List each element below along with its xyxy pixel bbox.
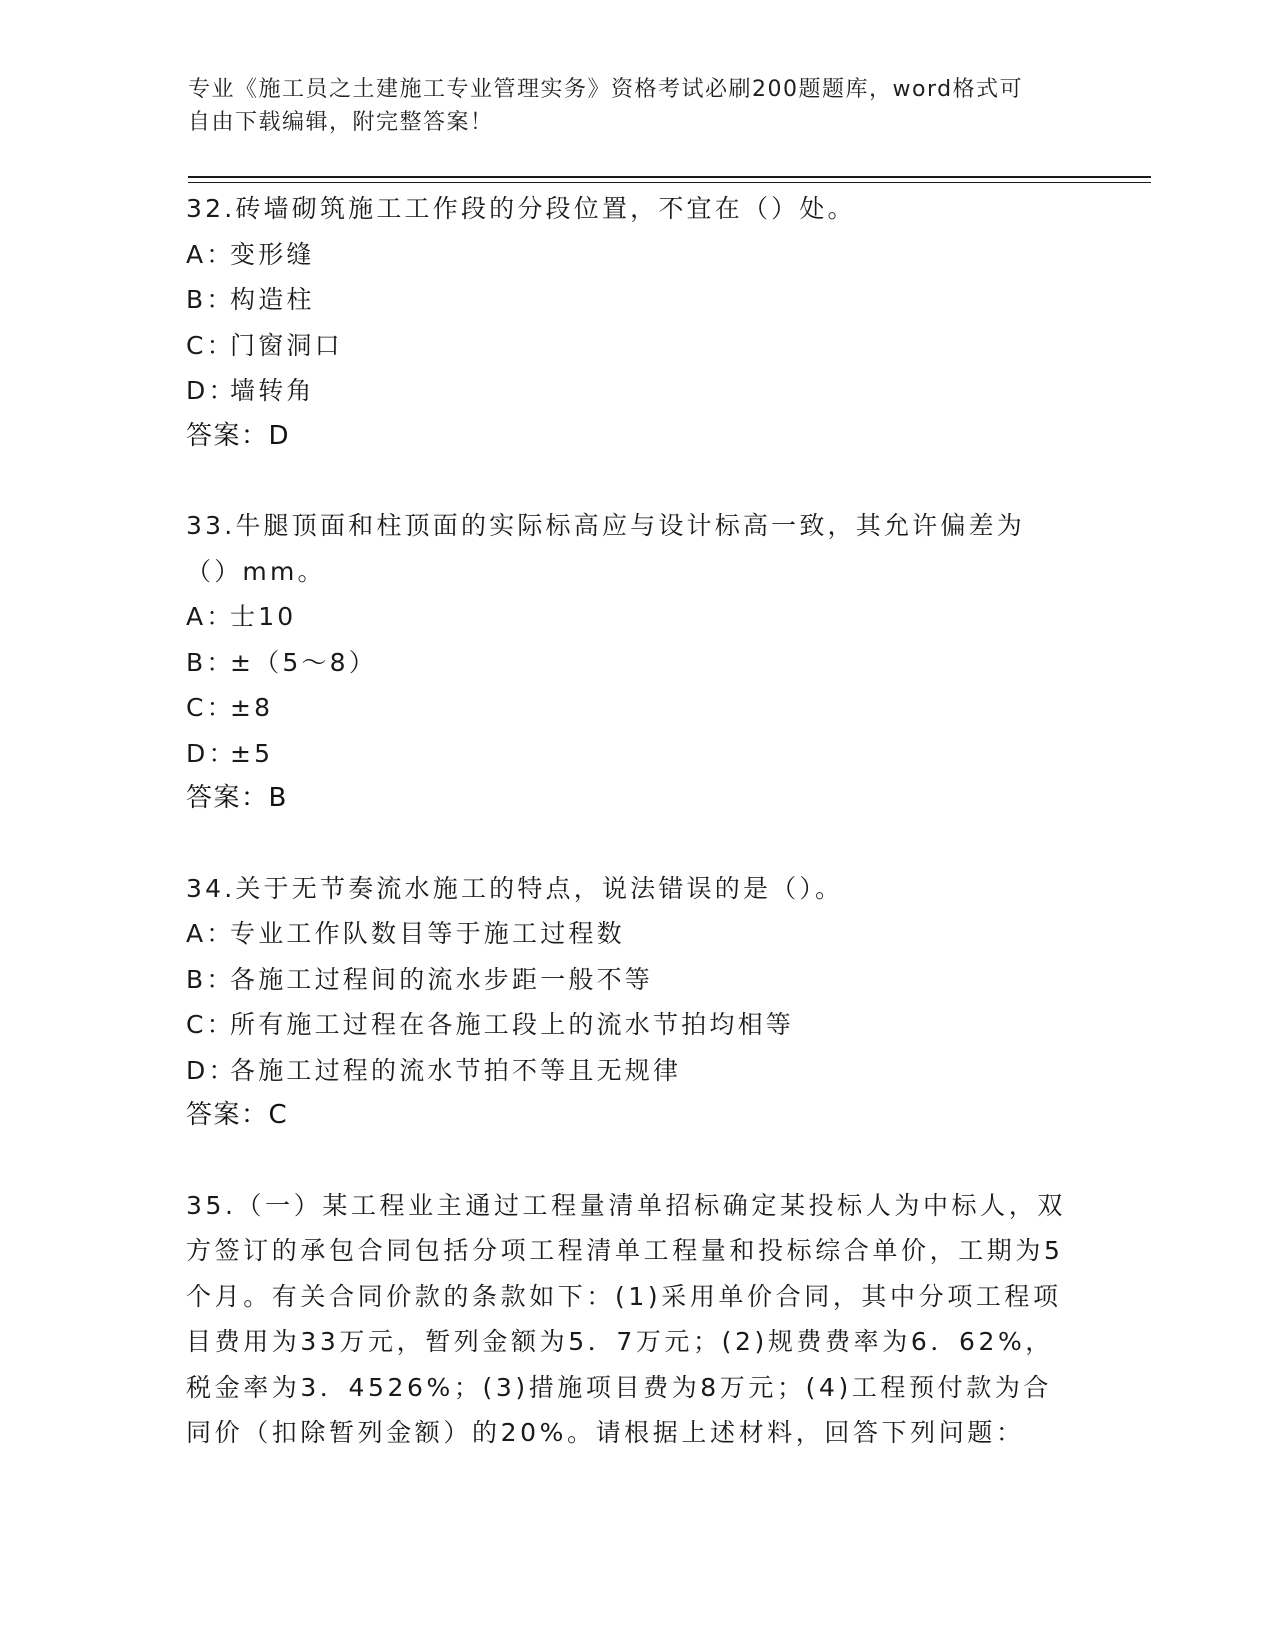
option-d bbox=[186, 368, 1086, 414]
option-label: C： bbox=[186, 330, 235, 360]
option-text: 变形缝 bbox=[230, 239, 315, 269]
option-c bbox=[186, 323, 1086, 369]
option-a bbox=[186, 911, 1086, 957]
option-text: 墙转角 bbox=[230, 376, 315, 405]
option-b bbox=[186, 640, 1086, 686]
header-rule-thick bbox=[188, 176, 1151, 178]
option-b bbox=[186, 277, 1086, 323]
answer-line: 答案：B bbox=[186, 783, 288, 813]
option-text: ±（5～8） bbox=[230, 647, 377, 677]
option-text: ±8 bbox=[230, 693, 274, 722]
option-b bbox=[186, 957, 1086, 1003]
question-35 bbox=[186, 1183, 1086, 1456]
option-label: A： bbox=[186, 919, 235, 948]
option-label: D： bbox=[186, 376, 237, 405]
answer-line: 答案：C bbox=[186, 1100, 289, 1130]
question-32 bbox=[186, 186, 1086, 459]
option-label: B： bbox=[186, 285, 235, 314]
option-c bbox=[186, 1002, 1086, 1048]
question-list bbox=[186, 186, 1086, 1479]
option-a bbox=[186, 594, 1086, 640]
option-text: 专业工作队数目等于施工过程数 bbox=[230, 919, 625, 948]
option-text: 各施工过程的流水节拍不等且无规律 bbox=[230, 1055, 682, 1085]
option-d bbox=[186, 731, 1086, 777]
question-35-stem: 35.（一）某工程业主通过工程量清单招标确定某投标人为中标人，双方签订的承包合同包括分项工程清单工程量和投标综合单价，工期为5个月。有关合同价款的条款如下：(1)采用单价合同，其中分项工程项目费用为33万元，暂列金额为5．7万元；(2)规费费率为6．62%，税金率为3．4526%；(3)措施项目费为8万元；(4)工程预付款为合同价（扣除暂列金额）的20%。请根据上述材料，回答下列问题： bbox=[186, 1190, 1066, 1447]
option-label: A： bbox=[186, 239, 235, 269]
option-text: 士10 bbox=[230, 602, 297, 631]
option-d bbox=[186, 1048, 1086, 1094]
option-text: 各施工过程间的流水步距一般不等 bbox=[230, 964, 654, 994]
document-header bbox=[188, 73, 1068, 139]
option-label: D： bbox=[186, 738, 237, 768]
header-line-1: 专业《施工员之土建施工专业管理实务》资格考试必刷200题题库，word格式可 bbox=[188, 77, 1024, 102]
answer-line: 答案：D bbox=[186, 420, 291, 451]
option-a bbox=[186, 232, 1086, 278]
question-stem: 33.牛腿顶面和柱顶面的实际标高应与设计标高一致，其允许偏差为（）mm。 bbox=[186, 511, 1025, 586]
option-label: B： bbox=[186, 647, 235, 677]
question-33 bbox=[186, 503, 1086, 822]
option-text: ±5 bbox=[230, 738, 274, 768]
option-text: 门窗洞口 bbox=[230, 330, 343, 360]
header-rule-thin bbox=[188, 182, 1151, 183]
option-label: D： bbox=[186, 1055, 237, 1085]
option-label: C： bbox=[186, 693, 235, 722]
question-stem: 32.砖墙砌筑施工工作段的分段位置，不宜在（）处。 bbox=[186, 194, 856, 223]
option-text: 构造柱 bbox=[230, 285, 315, 314]
option-c bbox=[186, 685, 1086, 731]
option-label: C： bbox=[186, 1010, 235, 1039]
question-stem: 34.关于无节奏流水施工的特点，说法错误的是（）。 bbox=[186, 873, 844, 903]
header-line-2: 自由下载编辑，附完整答案！ bbox=[188, 110, 494, 135]
option-label: A： bbox=[186, 602, 235, 631]
option-text: 所有施工过程在各施工段上的流水节拍均相等 bbox=[230, 1010, 795, 1039]
option-label: B： bbox=[186, 964, 235, 994]
question-34 bbox=[186, 866, 1086, 1139]
